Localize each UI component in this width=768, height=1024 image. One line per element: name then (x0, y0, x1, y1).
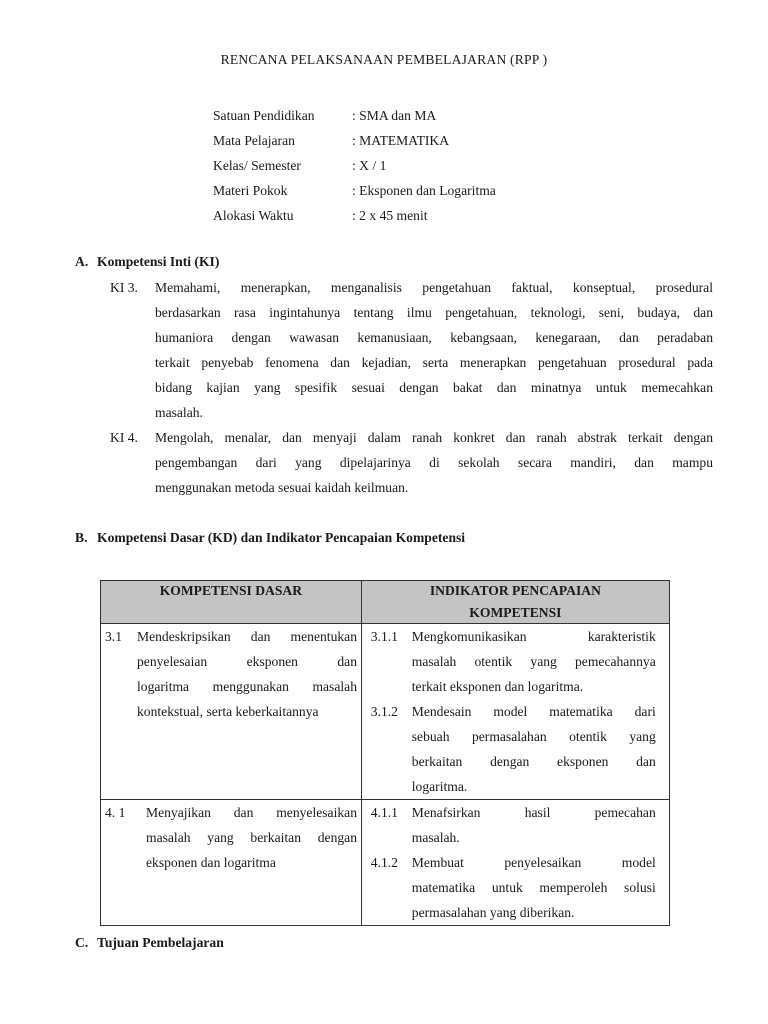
indicator-line: Mendesain model matematika dari (411, 704, 656, 719)
kd-line: masalah yang berkaitan dengan (146, 830, 357, 845)
header-kompetensi-dasar: KOMPETENSI DASAR (101, 581, 362, 624)
info-label: Materi Pokok (213, 183, 288, 198)
kd-line: Menyajikan dan menyelesaikan (146, 805, 357, 820)
indicator-number: 4.1.1 (370, 805, 398, 820)
indicator-text (412, 800, 656, 850)
kd-line: Mendeskripsikan dan menentukan (137, 629, 357, 644)
info-value: : SMA dan MA (352, 108, 437, 123)
indicator-item (362, 800, 669, 850)
info-value: : MATEMATIKA (352, 133, 450, 148)
section-b-letter: B. (75, 530, 88, 545)
kd-line: logaritma menggunakan masalah (137, 679, 357, 694)
ki-line: berdasarkan rasa ingintahunya tentang ilmu pengetahuan, teknologi, seni, budaya, dan (155, 305, 713, 320)
info-label: Mata Pelajaran (213, 133, 295, 148)
ki-label: KI 3. (110, 280, 138, 295)
indicator-item (362, 699, 669, 799)
kd-number: 3.1 (105, 629, 122, 644)
indicator-number: 3.1.2 (370, 704, 398, 719)
ki-text (155, 275, 713, 425)
info-row (213, 153, 633, 178)
indicator-line: masalah. (411, 830, 460, 845)
indicator-line: matematika untuk memperoleh solusi (411, 880, 656, 895)
kd-line: kontekstual, serta keberkaitannya (137, 704, 319, 719)
kd-line: penyelesaian eksponen dan (137, 654, 357, 669)
kd-text (146, 800, 357, 875)
section-c-heading: Tujuan Pembelajaran (97, 935, 224, 950)
header-line: KOMPETENSI (469, 605, 562, 620)
info-value: : Eksponen dan Logaritma (352, 183, 496, 198)
kd-cell (101, 624, 361, 724)
indicator-item (362, 850, 669, 925)
section-a-heading: Kompetensi Inti (KI) (97, 254, 220, 269)
ki-text (155, 425, 713, 500)
indicator-line: permasalahan yang diberikan. (411, 905, 575, 920)
section-c-letter: C. (75, 935, 89, 950)
indicator-line: Menafsirkan hasil pemecahan (411, 805, 656, 820)
indicator-line: sebuah permasalahan otentik yang (411, 729, 656, 744)
ki-line: pengembangan dari yang dipelajarinya di sekolah secara mandiri, dan mampu (155, 455, 713, 470)
table-row (101, 624, 670, 800)
kd-number: 4. 1 (105, 805, 126, 820)
info-value: : X / 1 (352, 158, 387, 173)
indicator-line: Mengkomunikasikan karakteristik (411, 629, 656, 644)
ki-line: menggunakan metoda sesuai kaidah keilmuan. (155, 480, 409, 495)
info-label: Satuan Pendidikan (213, 108, 315, 123)
kd-cell (101, 800, 361, 875)
indicator-number: 4.1.2 (370, 855, 398, 870)
info-row (213, 203, 633, 228)
indicator-number: 3.1.1 (370, 629, 398, 644)
info-row (213, 128, 633, 153)
info-row (213, 103, 633, 128)
table-row (101, 800, 670, 926)
info-label: Alokasi Waktu (213, 208, 294, 223)
kd-table (100, 580, 670, 926)
indicator-item (362, 624, 669, 699)
ki-line: humaniora dengan wawasan kemanusiaan, kebangsaan, kenegaraan, dan peradaban (155, 330, 713, 345)
indicator-cell (362, 800, 669, 925)
indicator-line: terkait eksponen dan logaritma. (411, 679, 584, 694)
kd-text (137, 624, 357, 724)
indicator-line: masalah otentik yang pemecahannya (411, 654, 656, 669)
indicator-text (412, 699, 656, 799)
indicator-line: logaritma. (411, 779, 468, 794)
header-indikator (361, 581, 669, 624)
ki-label: KI 4. (110, 430, 138, 445)
ki-line: Mengolah, menalar, dan menyaji dalam ranah konkret dan ranah abstrak terkait dengan (155, 430, 713, 445)
ki-line: terkait penyebab fenomena dan kejadian, serta menerapkan pengetahuan prosedural pada (155, 355, 713, 370)
indicator-cell (362, 624, 669, 799)
info-value: : 2 x 45 menit (352, 208, 428, 223)
table-header-row (101, 581, 670, 624)
info-label: Kelas/ Semester (213, 158, 301, 173)
ki-line: bidang kajian yang spesifik sesuai dengan bakat dan minatnya untuk memecahkan (155, 380, 713, 395)
kd-line: eksponen dan logaritma (146, 855, 276, 870)
ki-line: masalah. (155, 405, 203, 420)
section-b-heading: Kompetensi Dasar (KD) dan Indikator Pencapaian Kompetensi (97, 530, 466, 545)
indicator-text (412, 624, 656, 699)
indicator-text (412, 850, 656, 925)
section-a-letter: A. (75, 254, 89, 269)
indicator-line: berkaitan dengan eksponen dan (411, 754, 656, 769)
indicator-line: Membuat penyelesaikan model (411, 855, 656, 870)
document-title: RENCANA PELAKSANAAN PEMBELAJARAN (RPP ) (220, 52, 548, 67)
ki-line: Memahami, menerapkan, menganalisis pengetahuan faktual, konseptual, prosedural (155, 280, 713, 295)
info-row (213, 178, 633, 203)
header-line: INDIKATOR PENCAPAIAN (429, 583, 601, 598)
